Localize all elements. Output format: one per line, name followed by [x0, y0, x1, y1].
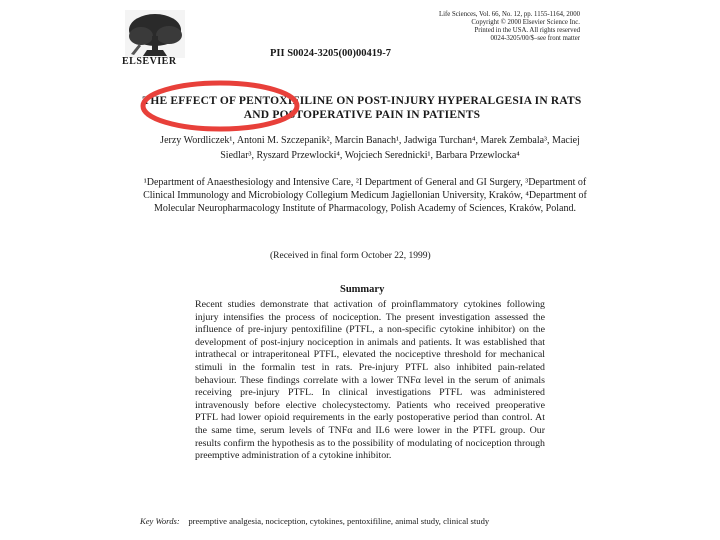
summary-heading: Summary	[340, 284, 385, 295]
received-date: (Received in final form October 22, 1999)	[270, 251, 431, 261]
highlight-oval	[139, 79, 301, 133]
keywords-label: Key Words:	[140, 516, 180, 526]
journal-line: Printed in the USA. All rights reserved	[474, 27, 580, 34]
journal-line: Life Sciences, Vol. 66, No. 12, pp. 1155-1164, 2000	[438, 11, 580, 18]
pii-identifier: PII S0024-3205(00)00419-7	[270, 48, 392, 59]
affiliations: ¹Department of Anaesthesiology and Intensive Care, ²I Department of General and GI Surgery, ³Department of Clinical Immunology and Microbiology Collegium Medicum Jagiellonian University, Kraków, ⁴Department of Molecular Neuropharmacology Institute of Pharmacology, Polish Academy of Sciences, Kraków, Poland.	[143, 177, 587, 214]
keywords-list: preemptive analgesia, nociception, cytokines, pentoxifiline, animal study, clinical study	[188, 516, 490, 526]
journal-line: Copyright © 2000 Elsevier Science Inc.	[471, 19, 580, 26]
keywords-line	[140, 516, 580, 526]
paper-title: THE EFFECT OF PENTOXIFILINE ON POST-INJURY HYPERALGESIA IN RATS AND POSTOPERATIVE PAIN IN PATIENTS	[142, 95, 582, 121]
publisher-name: ELSEVIER	[122, 56, 177, 67]
author-list: Jerzy Wordliczek¹, Antoni M. Szczepanik², Marcin Banach¹, Jadwiga Turchan⁴, Marek Zembala³, Maciej Siedlar³, Ryszard Przewlocki⁴, Wojciech Serednicki¹, Barbara Przewlocka⁴	[160, 135, 580, 161]
journal-line: 0024-3205/00/$–see front matter	[490, 35, 580, 42]
journal-info	[380, 11, 580, 43]
summary-text: Recent studies demonstrate that activation of proinflammatory cytokines following injury intensifies the process of nociception. The present investigation assessed the influence of pre-injury pentoxifiline (PTFL, a non-specific cytokine inhibitor) on the development of post-injury nociception in animals and patients. It was established that intrathecal or intraperitoneal PTFL, elevated the nociceptive threshold for mechanical stimuli in the formalin test in rats. Pre-injury PTFL also inhibited pain-related behaviour. These findings correlate with a lower TNFα level in the serum of animals receiving pre-injury PTFL. In clinical investigations PTFL was administered intravenously before elective cholecystectomy. Patients who received preoperative PTFL had lower opioid requirements in the early postoperative period than control. At the same time, serum levels of TNFα and IL6 were lower in the PTFL group. Our results confirm the hypothesis as to the possibility of modulating of nociception through preemptive administration of a cytokine inhibitor.	[195, 299, 545, 462]
